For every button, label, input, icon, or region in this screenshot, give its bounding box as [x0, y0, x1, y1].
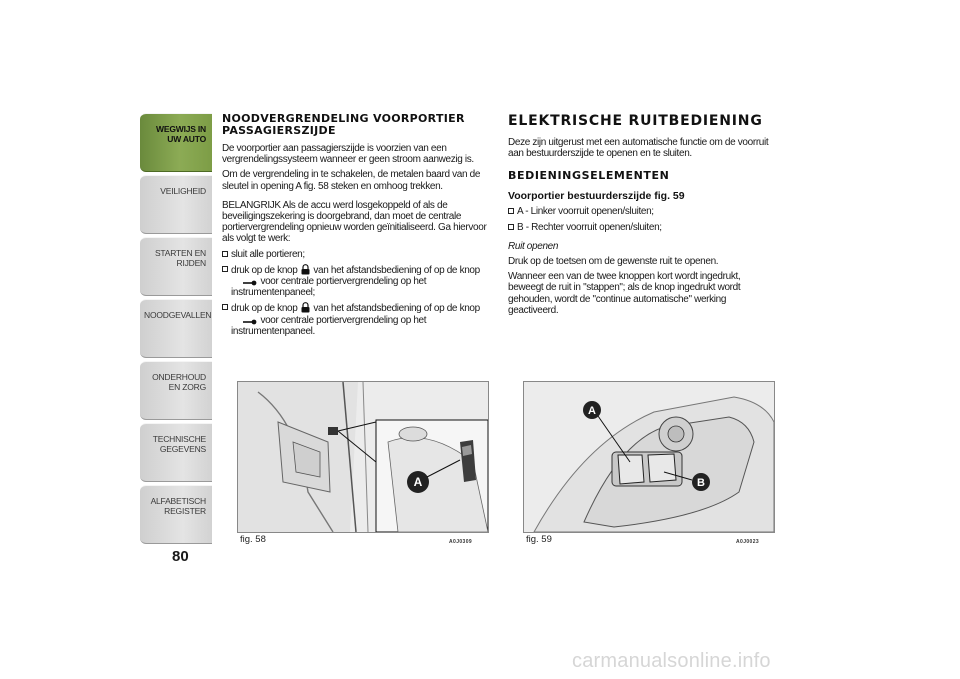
paragraph: Deze zijn uitgerust met een automatische functie om de voorruit aan bestuurderszijde te openen en te sluiten.	[508, 137, 769, 160]
text: van het afstandsbediening of op de knop	[313, 264, 480, 276]
page-number: 80	[172, 548, 189, 565]
callout-a-label: A	[588, 405, 596, 417]
key-icon	[243, 280, 257, 286]
list-item: A - Linker voorruit openen/sluiten;	[508, 206, 776, 217]
list-item: sluit alle portieren;	[222, 249, 490, 260]
list-item	[222, 302, 490, 337]
callout-a-label: A	[413, 475, 423, 489]
door-lock-illustration	[238, 382, 488, 532]
paragraph-belangrijk: BELANGRIJK Als de accu werd losgekoppeld of als de beveiligingszekering is doorgebrand, dan moet de centrale portiervergrendeling opnieuw worden geïnitialiseerd. Ga hiervoor als volgt te werk:	[222, 199, 487, 245]
paragraph: Wanneer een van de twee knoppen kort wordt ingedrukt, beweegt de ruit in "stappen"; als de knop ingedrukt wordt gehouden, wordt de "continue automatische" werking geactiveerd.	[508, 271, 741, 316]
paragraph: De voorportier aan passagierszijde is voorzien van een vergrendelingssysteem wanneer er geen stroom aanwezig is.	[222, 143, 474, 166]
figure-59-code: A0J0023	[736, 539, 760, 545]
section-heading-ruitbediening: ELEKTRISCHE RUITBEDIENING	[508, 113, 763, 129]
figure-58-code: A0J0309	[449, 539, 473, 545]
tab-alfabetisch-register[interactable]: ALFABETISCH REGISTER	[140, 485, 212, 544]
tab-onderhoud-en-zorg[interactable]: ONDERHOUD EN ZORG	[140, 361, 212, 420]
paragraph: Om de vergrendeling in te schakelen, de metalen baard van de sleutel in opening A fig. 58 steken en omhoog trekken.	[222, 169, 481, 192]
text: van het afstandsbediening of op de knop	[313, 303, 480, 315]
text: voor centrale portiervergrendeling op het instrumentenpaneel;	[231, 276, 427, 299]
callout-b-label: B	[697, 477, 705, 489]
tab-veiligheid[interactable]: VEILIGHEID	[140, 175, 212, 234]
tab-noodgevallen[interactable]: NOODGEVALLEN	[140, 299, 212, 358]
watermark-text: carmanualsonline.info	[572, 650, 771, 672]
section-heading-noodvergrendeling: NOODVERGRENDELING VOORPORTIER PASSAGIERSZIJDE	[222, 112, 465, 137]
text: voor centrale portiervergrendeling op het instrumentenpaneel.	[231, 314, 427, 337]
left-column	[222, 113, 490, 341]
text: druk op de knop	[231, 264, 298, 276]
figure-59-caption: fig. 59	[526, 534, 552, 545]
subheading-bedieningselementen: BEDIENINGSELEMENTEN	[508, 169, 670, 183]
lock-icon	[301, 302, 310, 313]
tab-wegwijs[interactable]: WEGWIJS IN UW AUTO	[140, 113, 212, 172]
text: druk op de knop	[231, 303, 298, 315]
key-icon	[243, 319, 257, 325]
figure-59-window-controls	[523, 381, 775, 533]
figure-reference-heading: Voorportier bestuurderszijde fig. 59	[508, 190, 685, 203]
italic-subtitle: Ruit openen	[508, 240, 559, 252]
figure-58-caption: fig. 58	[240, 534, 266, 545]
list-item: B - Rechter voorruit openen/sluiten;	[508, 222, 776, 233]
tab-technische-gegevens[interactable]: TECHNISCHE GEGEVENS	[140, 423, 212, 482]
lock-icon	[301, 264, 310, 275]
window-controls-illustration	[524, 382, 774, 532]
right-column	[508, 113, 776, 320]
figure-58-door-lock	[237, 381, 489, 533]
paragraph: Druk op de toetsen om de gewenste ruit te openen.	[508, 256, 719, 268]
tab-starten-en-rijden[interactable]: STARTEN EN RIJDEN	[140, 237, 212, 296]
list-item	[222, 264, 490, 299]
